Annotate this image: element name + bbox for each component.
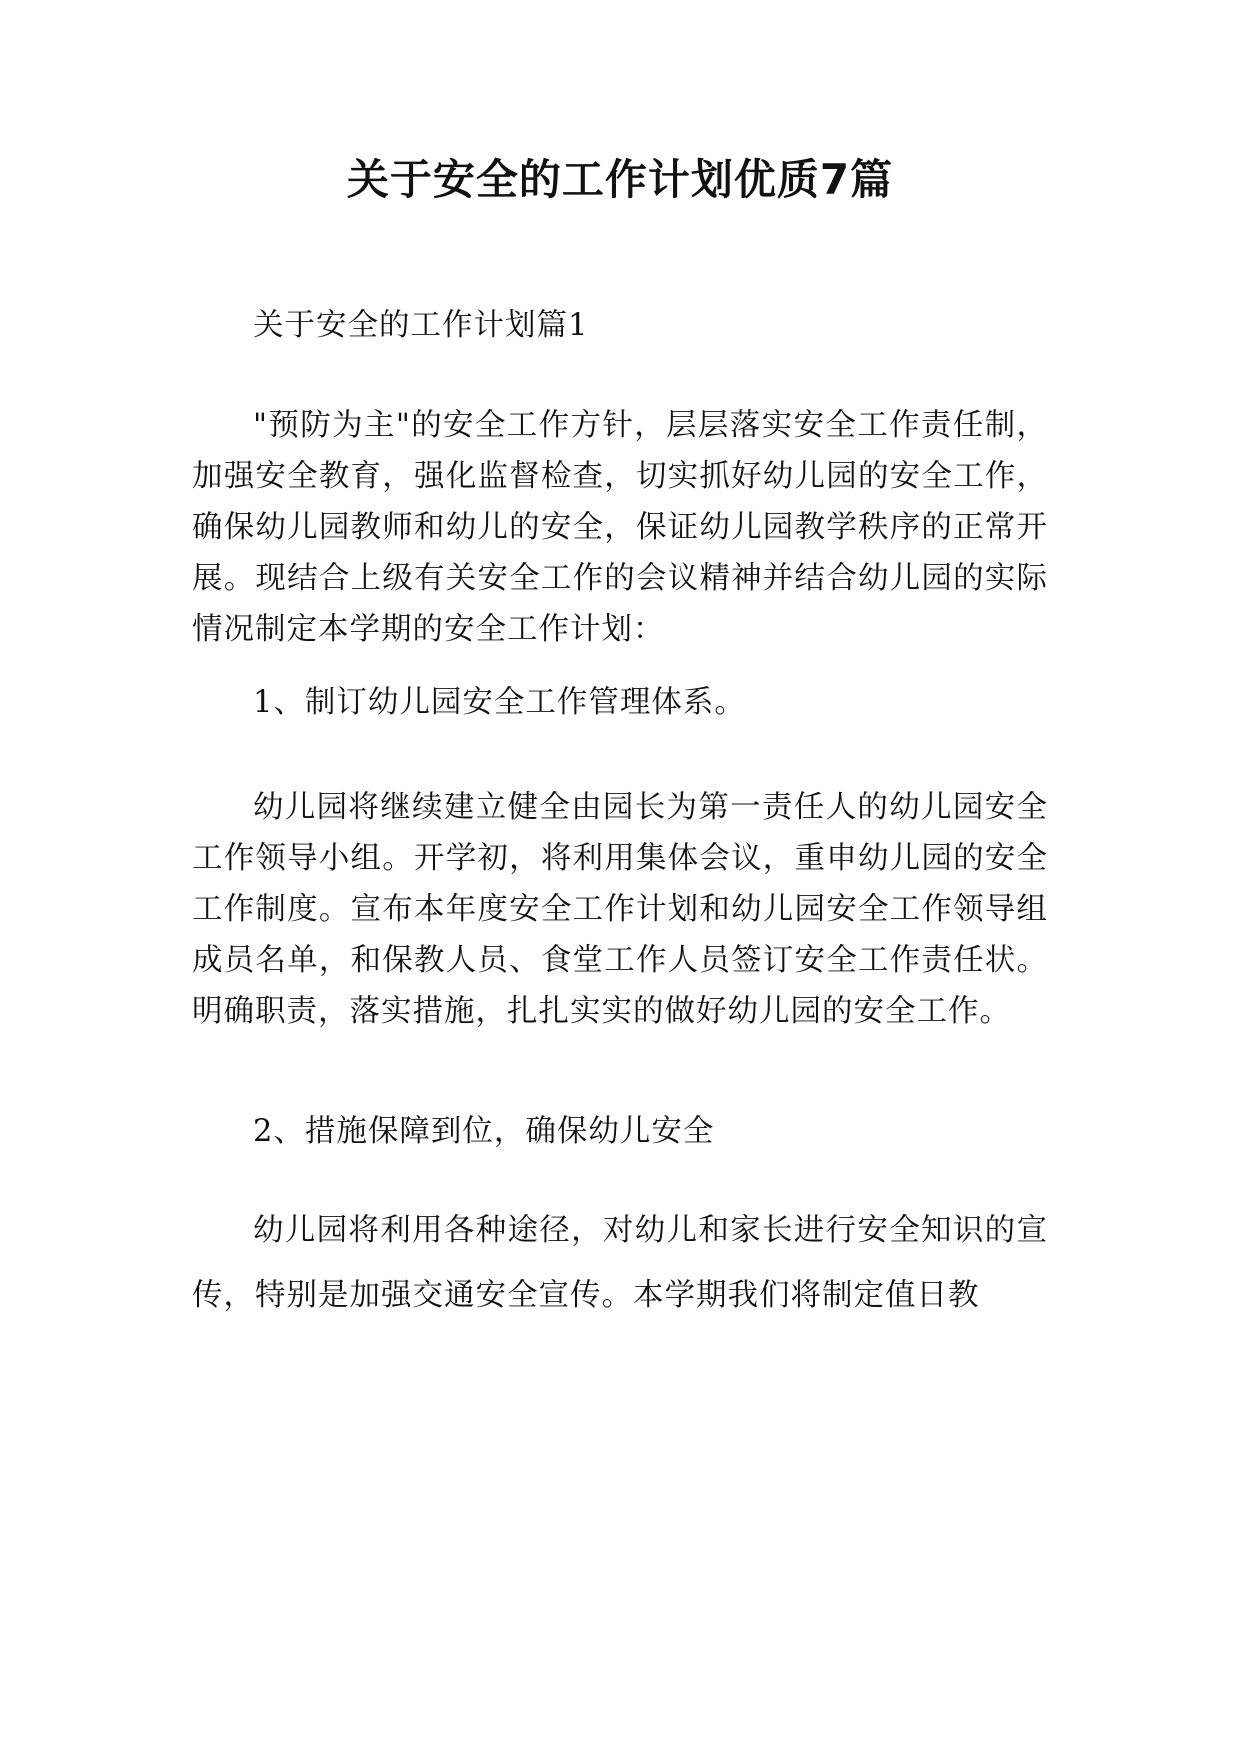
item2-heading: 2、措施保障到位，确保幼儿安全 [253,1114,715,1149]
item2-paragraph: 幼儿园将利用各种途径，对幼儿和家长进行安全知识的宣传，特别是加强交通安全宣传。本学期我们将制定值日教 [192,1213,1048,1313]
item1-heading: 1、制订幼儿园安全工作管理体系。 [253,685,746,720]
intro-paragraph: "预防为主"的安全工作方针，层层落实安全工作责任制，加强安全教育，强化监督检查，切实抓好幼儿园的安全工作，确保幼儿园教师和幼儿的安全，保证幼儿园教学秩序的正常开展。现结合上级有关安全工作的会议精神并结合幼儿园的实际情况制定本学期的安全工作计划： [192,408,1048,647]
item1-paragraph: 幼儿园将继续建立健全由园长为第一责任人的幼儿园安全工作领导小组。开学初，将利用集体会议，重申幼儿园的安全工作制度。宣布本年度安全工作计划和幼儿园安全工作领导组成员名单，和保教人员、食堂工作人员签订安全工作责任状。明确职责，落实措施，扎扎实实的做好幼儿园的安全工作。 [192,790,1048,1029]
section-heading: 关于安全的工作计划篇1 [253,308,589,343]
document-title: 关于安全的工作计划优质7篇 [346,155,894,204]
